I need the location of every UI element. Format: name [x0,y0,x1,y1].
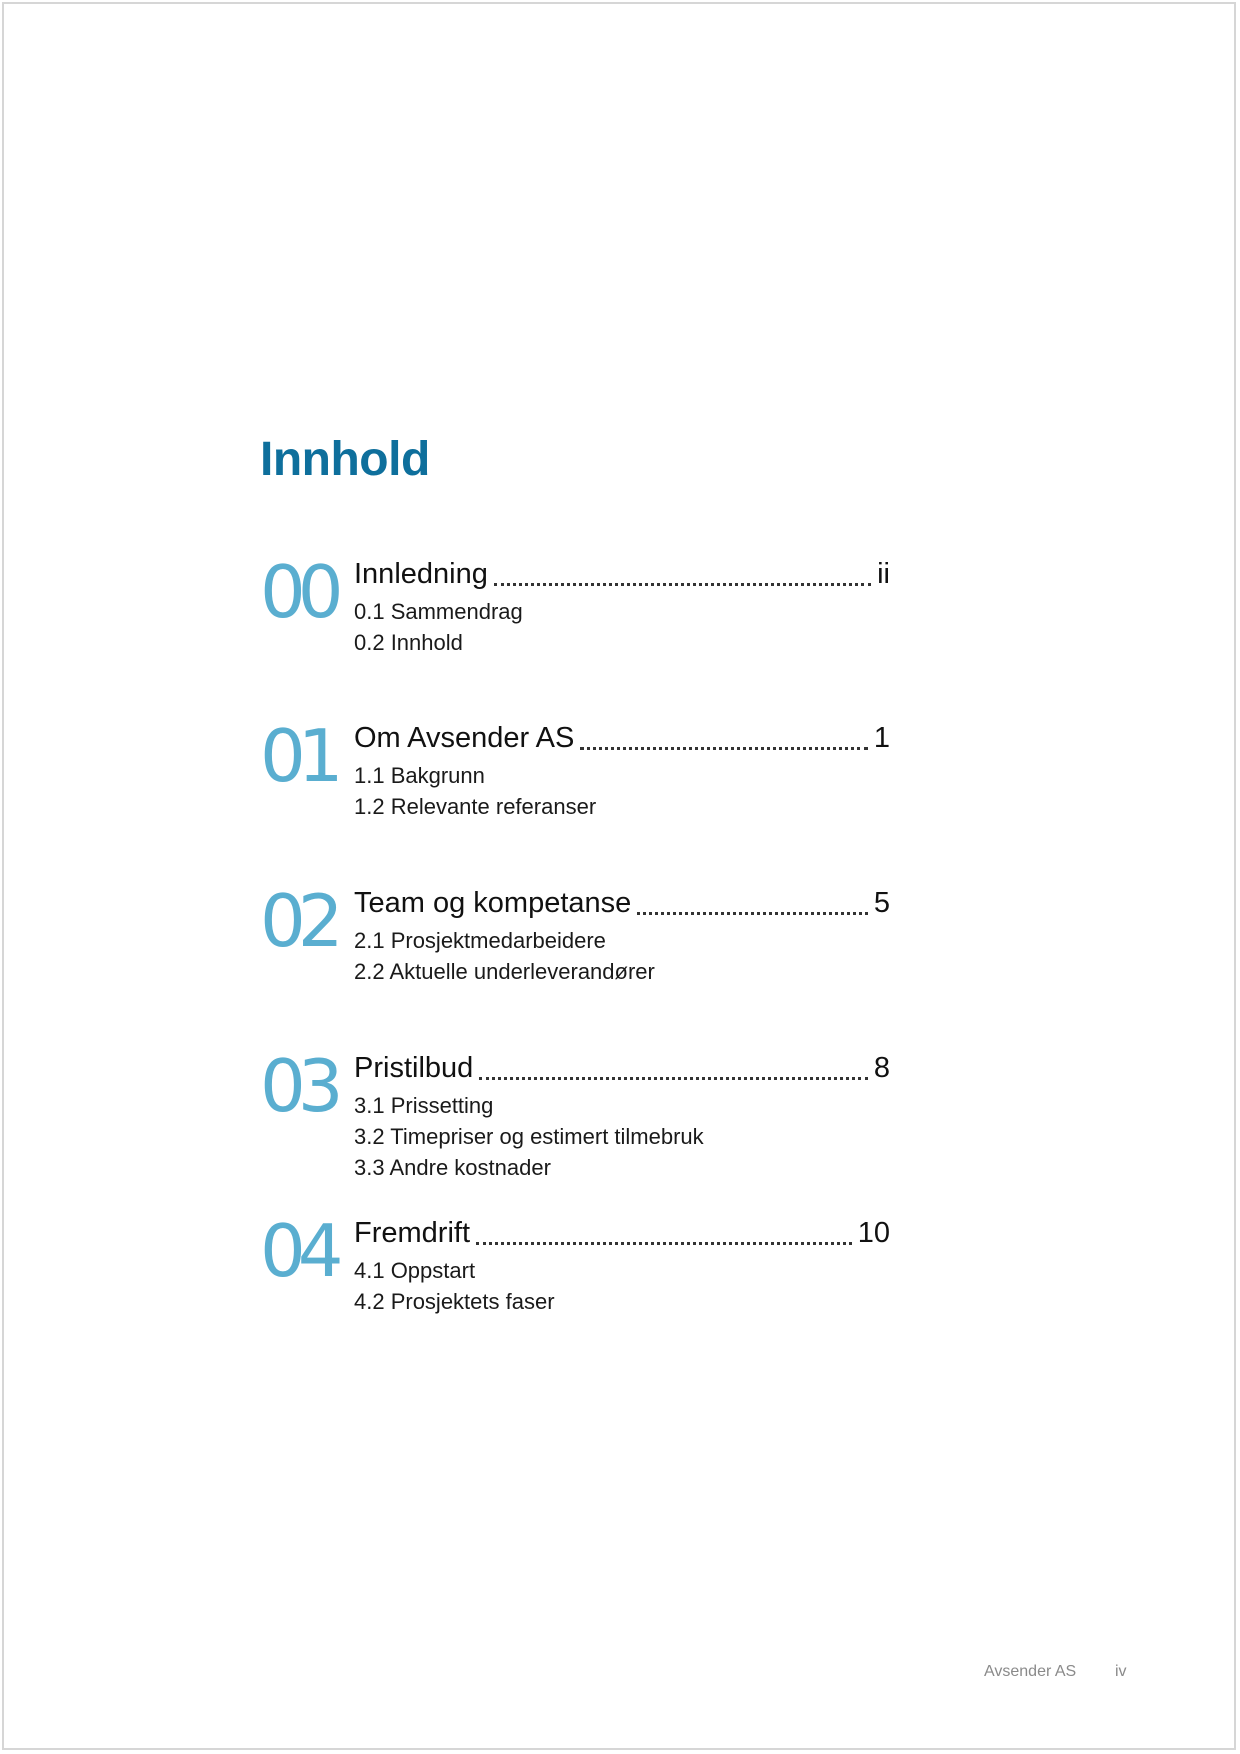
chapter-body [354,552,890,658]
subsection-item[interactable]: 3.3 Andre kostnader [354,1155,551,1180]
chapter-page-number: 1 [873,722,890,754]
subsection-list [354,1255,890,1317]
subsection-item[interactable]: 1.2 Relevante referanser [354,794,597,819]
chapter-heading: Innledning [354,558,488,590]
subsection-item[interactable]: 0.1 Sammendrag [354,599,523,624]
subsection-item[interactable]: 4.2 Prosjektets faser [354,1289,555,1314]
chapter-heading: Om Avsender AS [354,722,575,754]
chapter-heading: Team og kompetanse [354,887,632,919]
chapter-heading: Fremdrift [354,1217,470,1249]
page-title: Innhold [260,433,430,486]
dot-leader [494,583,871,586]
footer-brand: Avsender AS [984,1663,1077,1680]
toc-entry-fremdrift[interactable] [354,1211,890,1255]
toc-chapter-02 [260,881,890,1031]
dot-leader [476,1242,852,1245]
subsection-item[interactable]: 1.1 Bakgrunn [354,763,485,788]
chapter-body [354,881,890,987]
subsection-list [354,925,890,987]
subsection-item[interactable]: 4.1 Oppstart [354,1258,476,1283]
subsection-item[interactable]: 2.2 Aktuelle underleverandører [354,959,655,984]
chapter-body [354,1211,890,1317]
chapter-body [354,1046,890,1183]
page-border [2,2,1236,1750]
chapter-number: 04 [260,1209,336,1293]
dot-leader [580,747,868,750]
subsection-item[interactable]: 3.1 Prissetting [354,1093,494,1118]
subsection-item[interactable]: 0.2 Innhold [354,630,463,655]
chapter-number: 03 [260,1044,336,1128]
chapter-page-number: 10 [857,1217,890,1249]
chapter-number: 01 [260,714,336,798]
toc-entry-om-avsender[interactable] [354,716,890,760]
dot-leader [479,1077,868,1080]
toc-chapter-03 [260,1046,890,1196]
subsection-list [354,596,890,658]
toc-entry-team-og-kompetanse[interactable] [354,881,890,925]
footer-page-number: iv [1115,1663,1127,1680]
toc-chapter-04 [260,1211,890,1361]
chapter-page-number: 8 [873,1052,890,1084]
subsection-item[interactable]: 3.2 Timepriser og estimert tilmebruk [354,1124,704,1149]
toc-entry-pristilbud[interactable] [354,1046,890,1090]
toc-chapter-01 [260,716,890,866]
chapter-number: 00 [260,550,336,634]
chapter-heading: Pristilbud [354,1052,474,1084]
toc-chapter-00 [260,552,890,702]
chapter-page-number: 5 [873,887,890,919]
subsection-list [354,1090,890,1183]
subsection-item[interactable]: 2.1 Prosjektmedarbeidere [354,928,606,953]
chapter-page-number: ii [877,558,890,590]
toc-entry-innledning[interactable] [354,552,890,596]
subsection-list [354,760,890,822]
chapter-number: 02 [260,879,336,963]
chapter-body [354,716,890,822]
dot-leader [637,912,868,915]
